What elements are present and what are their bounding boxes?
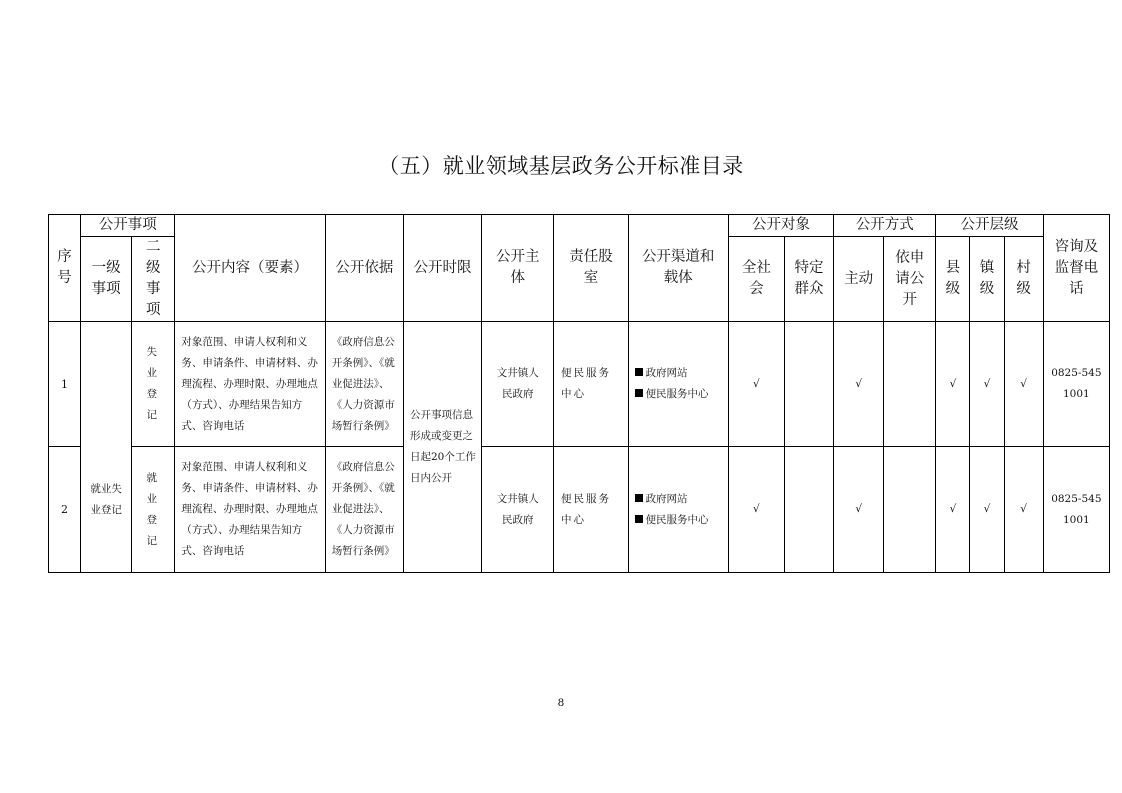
header-level-town: 镇级 bbox=[970, 237, 1004, 322]
disclosure-subject: 文井镇人民政府 bbox=[482, 322, 554, 447]
method-active-mark: √ bbox=[834, 322, 884, 447]
header-content: 公开内容（要素） bbox=[175, 215, 325, 322]
level1-item: 就业失业登记 bbox=[81, 322, 132, 573]
header-contact: 咨询及监督电话 bbox=[1043, 215, 1109, 322]
disclosure-channels bbox=[628, 322, 728, 447]
header-channel: 公开渠道和载体 bbox=[628, 215, 728, 322]
disclosure-channels bbox=[628, 447, 728, 573]
row-seq: 2 bbox=[49, 447, 81, 573]
level-village-mark: √ bbox=[1004, 322, 1043, 447]
header-method-request: 依申请公开 bbox=[884, 237, 936, 322]
header-level-village: 村级 bbox=[1004, 237, 1043, 322]
square-bullet-icon bbox=[635, 515, 643, 523]
header-level: 公开层级 bbox=[936, 215, 1043, 237]
level-town-mark: √ bbox=[970, 322, 1004, 447]
level-village-mark: √ bbox=[1004, 447, 1043, 573]
header-dept: 责任股室 bbox=[554, 215, 628, 322]
disclosure-catalog-table bbox=[48, 214, 1110, 573]
level2-item: 失业登记 bbox=[132, 322, 175, 447]
audience-all-mark: √ bbox=[728, 447, 784, 573]
header-subject: 公开主体 bbox=[482, 215, 554, 322]
contact-phone: 0825-5451001 bbox=[1043, 447, 1109, 573]
page-number: 8 bbox=[557, 697, 565, 709]
method-request-mark bbox=[884, 447, 936, 573]
disclosure-subject: 文井镇人民政府 bbox=[482, 447, 554, 573]
table-row bbox=[49, 322, 1110, 447]
responsible-dept: 便民服务中心 bbox=[554, 447, 628, 573]
audience-specific-mark bbox=[784, 322, 833, 447]
header-time-limit: 公开时限 bbox=[403, 215, 481, 322]
disclosure-basis: 《政府信息公开条例》、《就业促进法》、《人力资源市场暂行条例》 bbox=[325, 447, 403, 573]
time-limit: 公开事项信息形成或变更之日起20个工作日内公开 bbox=[403, 322, 481, 573]
header-method-active: 主动 bbox=[834, 237, 884, 322]
channel-item: 便民服务中心 bbox=[635, 384, 724, 405]
header-matter: 公开事项 bbox=[81, 215, 175, 237]
header-seq: 序号 bbox=[49, 215, 81, 322]
header-audience-specific: 特定群众 bbox=[784, 237, 833, 322]
header-audience: 公开对象 bbox=[728, 215, 833, 237]
header-method: 公开方式 bbox=[834, 215, 936, 237]
row-seq: 1 bbox=[49, 322, 81, 447]
audience-specific-mark bbox=[784, 447, 833, 573]
level-town-mark: √ bbox=[970, 447, 1004, 573]
level-county-mark: √ bbox=[936, 322, 970, 447]
method-request-mark bbox=[884, 322, 936, 447]
table-row bbox=[49, 447, 1110, 573]
header-level-county: 县级 bbox=[936, 237, 970, 322]
level2-item: 就业登记 bbox=[132, 447, 175, 573]
level-county-mark: √ bbox=[936, 447, 970, 573]
responsible-dept: 便民服务中心 bbox=[554, 322, 628, 447]
contact-phone: 0825-5451001 bbox=[1043, 322, 1109, 447]
audience-all-mark: √ bbox=[728, 322, 784, 447]
square-bullet-icon bbox=[635, 494, 643, 502]
channel-item: 政府网站 bbox=[635, 363, 724, 384]
channel-item: 政府网站 bbox=[635, 489, 724, 510]
header-level2: 二级事项 bbox=[132, 237, 175, 322]
square-bullet-icon bbox=[635, 389, 643, 397]
square-bullet-icon bbox=[635, 368, 643, 376]
disclosure-basis: 《政府信息公开条例》、《就业促进法》、《人力资源市场暂行条例》 bbox=[325, 322, 403, 447]
disclosure-content: 对象范围、申请人权利和义务、申请条件、申请材料、办理流程、办理时限、办理地点（方式）、办理结果告知方式、咨询电话 bbox=[175, 447, 325, 573]
header-level1: 一级事项 bbox=[81, 237, 132, 322]
document-title: （五）就业领域基层政务公开标准目录 bbox=[378, 154, 744, 178]
header-audience-all: 全社会 bbox=[728, 237, 784, 322]
channel-item: 便民服务中心 bbox=[635, 510, 724, 531]
method-active-mark: √ bbox=[834, 447, 884, 573]
disclosure-content: 对象范围、申请人权利和义务、申请条件、申请材料、办理流程、办理时限、办理地点（方式）、办理结果告知方式、咨询电话 bbox=[175, 322, 325, 447]
header-basis: 公开依据 bbox=[325, 215, 403, 322]
